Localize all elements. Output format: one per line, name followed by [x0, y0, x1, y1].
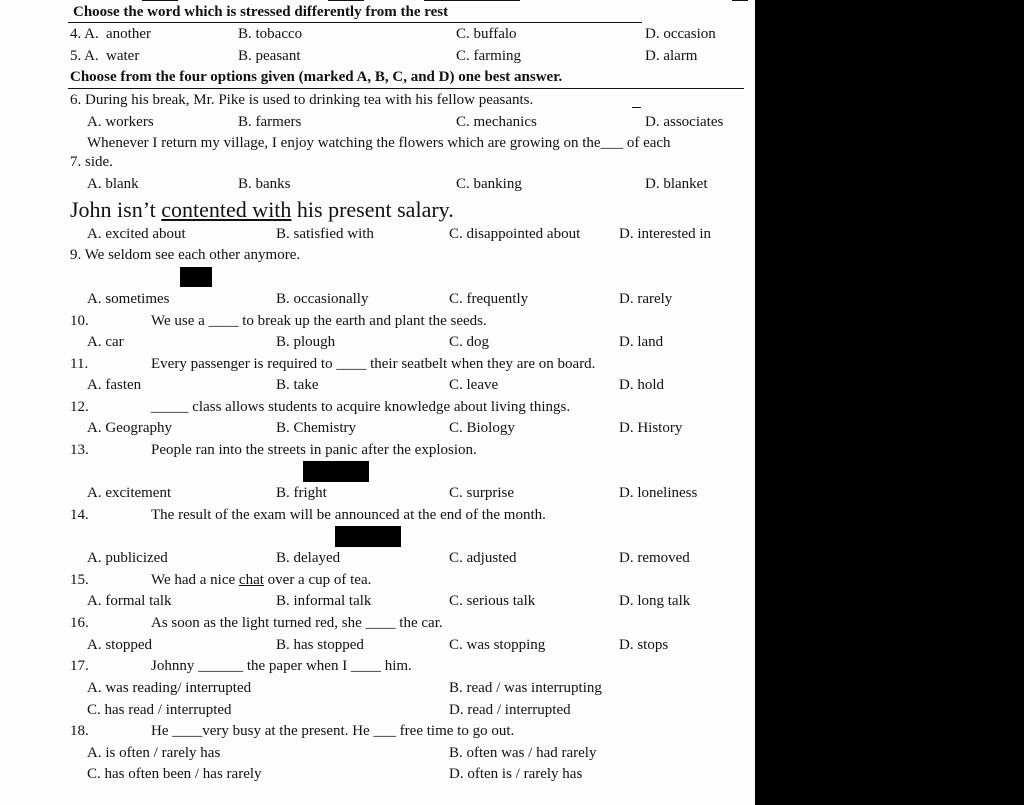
- q7-option-c: C. banking: [456, 176, 522, 192]
- q14-number: 14.: [70, 507, 89, 523]
- q15-stem-underlined: chat: [238, 572, 264, 588]
- q15-number: 15.: [70, 572, 89, 588]
- q8-stem-underlined: contented with: [161, 197, 292, 222]
- q13-option-d: D. loneliness: [619, 485, 698, 501]
- q15-option-a: A. formal talk: [87, 593, 172, 609]
- q15-stem-pre: We had a nice: [151, 572, 239, 588]
- q11-number: 11.: [70, 356, 89, 372]
- q6-option-a: A. workers: [87, 114, 154, 130]
- q17-option-c: C. has read / interrupted: [87, 702, 232, 718]
- q11-option-c: C. leave: [449, 377, 499, 393]
- q6-blank-mark: [632, 107, 641, 108]
- q9-option-a: A. sometimes: [87, 291, 170, 307]
- q15-option-c: C. serious talk: [449, 593, 536, 609]
- q9-stem: 9. We seldom see each other anymore.: [70, 247, 301, 263]
- q14-redaction: [335, 526, 401, 547]
- section2-underline: [68, 88, 744, 89]
- q15-option-d: D. long talk: [619, 593, 691, 609]
- q14-option-b: B. delayed: [276, 550, 341, 566]
- q11-option-d: D. hold: [619, 377, 664, 393]
- section2-heading: Choose from the four options given (marked A, B, C, and D) one best answer.: [70, 69, 563, 85]
- q7-option-a: A. blank: [87, 176, 139, 192]
- q6-option-d: D. associates: [645, 114, 724, 130]
- q7-option-b: B. banks: [238, 176, 291, 192]
- section1-underline: [68, 22, 642, 23]
- q5-number: 5. A.: [70, 48, 99, 64]
- q17-number: 17.: [70, 658, 89, 674]
- q13-number: 13.: [70, 442, 89, 458]
- q8-option-d: D. interested in: [619, 226, 712, 242]
- q7-stem-end: 7. side.: [70, 154, 113, 170]
- q12-option-a: A. Geography: [87, 420, 172, 436]
- q10-option-d: D. land: [619, 334, 664, 350]
- q8-option-b: B. satisfied with: [276, 226, 374, 242]
- q6-option-c: C. mechanics: [456, 114, 537, 130]
- top-rule-1: [142, 0, 178, 1]
- q4-number: 4. A.: [70, 26, 99, 42]
- q8-stem: [70, 197, 454, 223]
- q18-option-c: C. has often been / has rarely: [87, 766, 262, 782]
- q18-option-b: B. often was / had rarely: [449, 745, 597, 761]
- q11-stem: Every passenger is required to ____ their seatbelt when they are on board.: [151, 356, 596, 372]
- q17-option-b: B. read / was interrupting: [449, 680, 602, 696]
- q8-option-c: C. disappointed about: [449, 226, 581, 242]
- q4-option-d: D. occasion: [645, 26, 716, 42]
- q8-option-a: A. excited about: [87, 226, 186, 242]
- q11-option-b: B. take: [276, 377, 319, 393]
- q18-stem: He ____very busy at the present. He ___ free time to go out.: [151, 723, 515, 739]
- q11-option-a: A. fasten: [87, 377, 142, 393]
- q4-option-c: C. buffalo: [456, 26, 517, 42]
- q6-stem: 6. During his break, Mr. Pike is used to drinking tea with his fellow peasants.: [70, 92, 534, 108]
- q13-option-c: C. surprise: [449, 485, 514, 501]
- q12-number: 12.: [70, 399, 89, 415]
- q6-option-b: B. farmers: [238, 114, 302, 130]
- q5-option-d: D. alarm: [645, 48, 698, 64]
- q10-option-c: C. dog: [449, 334, 490, 350]
- q9-option-d: D. rarely: [619, 291, 673, 307]
- q14-option-a: A. publicized: [87, 550, 168, 566]
- q13-stem: People ran into the streets in panic after the explosion.: [151, 442, 477, 458]
- q9-option-c: C. frequently: [449, 291, 529, 307]
- q18-number: 18.: [70, 723, 89, 739]
- q17-option-d: D. read / interrupted: [449, 702, 571, 718]
- q16-option-b: B. has stopped: [276, 637, 364, 653]
- q15-option-b: B. informal talk: [276, 593, 372, 609]
- q16-option-d: D. stops: [619, 637, 669, 653]
- q12-option-b: B. Chemistry: [276, 420, 357, 436]
- q8-stem-post: his present salary.: [291, 197, 454, 222]
- q5-option-c: C. farming: [456, 48, 521, 64]
- q17-option-a: A. was reading/ interrupted: [87, 680, 252, 696]
- top-rule-2: [328, 0, 364, 1]
- q12-option-c: C. Biology: [449, 420, 515, 436]
- q17-stem: Johnny ______ the paper when I ____ him.: [151, 658, 412, 674]
- q13-option-b: B. fright: [276, 485, 327, 501]
- q9-option-b: B. occasionally: [276, 291, 369, 307]
- q14-stem: The result of the exam will be announced at the end of the month.: [151, 507, 546, 523]
- q7-option-d: D. blanket: [645, 176, 708, 192]
- q12-option-d: D. History: [619, 420, 683, 436]
- section1-heading: Choose the word which is stressed differently from the rest: [73, 4, 449, 20]
- q16-stem: As soon as the light turned red, she ____ the car.: [151, 615, 443, 631]
- q16-number: 16.: [70, 615, 89, 631]
- q12-stem: _____ class allows students to acquire knowledge about living things.: [151, 399, 571, 415]
- q15-stem: [151, 571, 371, 589]
- q14-option-d: D. removed: [619, 550, 690, 566]
- q4-option-b: B. tobacco: [238, 26, 303, 42]
- q5-option-b: B. peasant: [238, 48, 301, 64]
- q18-option-d: D. often is / rarely has: [449, 766, 583, 782]
- q10-stem: We use a ____ to break up the earth and plant the seeds.: [151, 313, 487, 329]
- q10-option-b: B. plough: [276, 334, 336, 350]
- top-rule-3: [424, 0, 520, 1]
- q8-stem-pre: John isn’t: [70, 197, 162, 222]
- q13-redaction: [303, 461, 369, 482]
- q4-option-a: another: [106, 26, 151, 42]
- q16-option-c: C. was stopping: [449, 637, 546, 653]
- q14-option-c: C. adjusted: [449, 550, 517, 566]
- q10-number: 10.: [70, 313, 89, 329]
- q7-stem: Whenever I return my village, I enjoy watching the flowers which are growing on the___ of each: [87, 135, 671, 151]
- q5-option-a: water: [106, 48, 140, 64]
- top-rule-4: [732, 0, 748, 1]
- q18-option-a: A. is often / rarely has: [87, 745, 221, 761]
- q15-stem-post: over a cup of tea.: [263, 572, 372, 588]
- q9-redaction: [180, 267, 212, 287]
- q16-option-a: A. stopped: [87, 637, 152, 653]
- q13-option-a: A. excitement: [87, 485, 172, 501]
- q10-option-a: A. car: [87, 334, 124, 350]
